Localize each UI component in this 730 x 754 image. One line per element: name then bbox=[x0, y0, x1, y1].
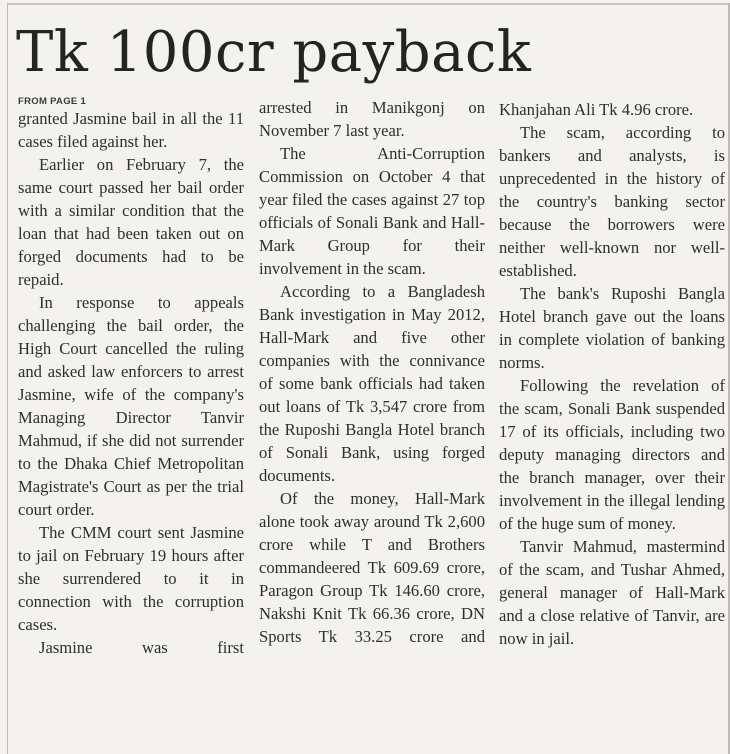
paragraph: The CMM court sent Jasmine to jail on February 19 hours after she surrendered to it in connection with the corruption cases. bbox=[18, 523, 244, 634]
paragraph: Following the revelation of the scam, Sonali Bank suspended 17 of its officials, including two deputy managing directors and the branch manager, over their involvement in the illegal lending of the huge sum of money. bbox=[499, 376, 725, 533]
article-column-3 bbox=[499, 98, 725, 650]
paragraph: Tanvir Mahmud, mastermind of the scam, and Tushar Ahmed, general manager of Hall-Mark and a close relative of Tanvir, are now in jail. bbox=[499, 537, 725, 648]
paragraph: Of the money, Hall-Mark alone took away around Tk 2,600 crore while T and Brothers commandeered Tk 609.69 crore, Paragon Group Tk 146.60 crore, Nakshi Knit Tk 66.36 crore, DN Sports Tk 33.25 crore and bbox=[259, 489, 485, 646]
paragraph: granted Jasmine bail in all the 11 cases filed against her. bbox=[18, 109, 244, 151]
paragraph: According to a Bangladesh Bank investigation in May 2012, Hall-Mark and five other companies with the connivance of some bank officials had taken out loans of Tk 3,547 crore from the Ruposhi Bangla Hotel branch of Sonali Bank, using forged documents. bbox=[259, 282, 485, 485]
jump-line: FROM PAGE 1 bbox=[18, 96, 87, 107]
paragraph: The Anti-Corruption Commission on October 4 that year filed the cases against 27 top officials of Sonali Bank and Hall-Mark Group for their involvement in the scam. bbox=[259, 144, 485, 278]
paragraph: Khanjahan Ali Tk 4.96 crore. bbox=[499, 100, 694, 119]
headline: Tk 100cr payback bbox=[16, 20, 532, 85]
paragraph: The bank's Ruposhi Bangla Hotel branch gave out the loans in complete violation of banking norms. bbox=[499, 284, 725, 372]
paragraph: Earlier on February 7, the same court passed her bail order with a similar condition that the loan that had been taken out on forged documents had to be repaid. bbox=[18, 155, 244, 289]
paragraph: Jasmine was first bbox=[39, 638, 244, 657]
left-border bbox=[7, 3, 8, 754]
paragraph: arrested in Manikgonj on November 7 last year. bbox=[259, 98, 485, 140]
article-column-2 bbox=[259, 96, 485, 648]
paragraph: The scam, according to bankers and analysts, is unprecedented in the history of the country's banking sector because the borrowers were neither well-known nor well-established. bbox=[499, 123, 725, 280]
article-column-1 bbox=[18, 96, 244, 659]
top-border bbox=[8, 3, 730, 5]
paragraph: In response to appeals challenging the bail order, the High Court cancelled the ruling and asked law enforcers to arrest Jasmine, wife of the company's Managing Director Tanvir Mahmud, if she did not surrender to the Dhaka Chief Metropolitan Magistrate's Court as per the trial court order. bbox=[18, 293, 244, 519]
